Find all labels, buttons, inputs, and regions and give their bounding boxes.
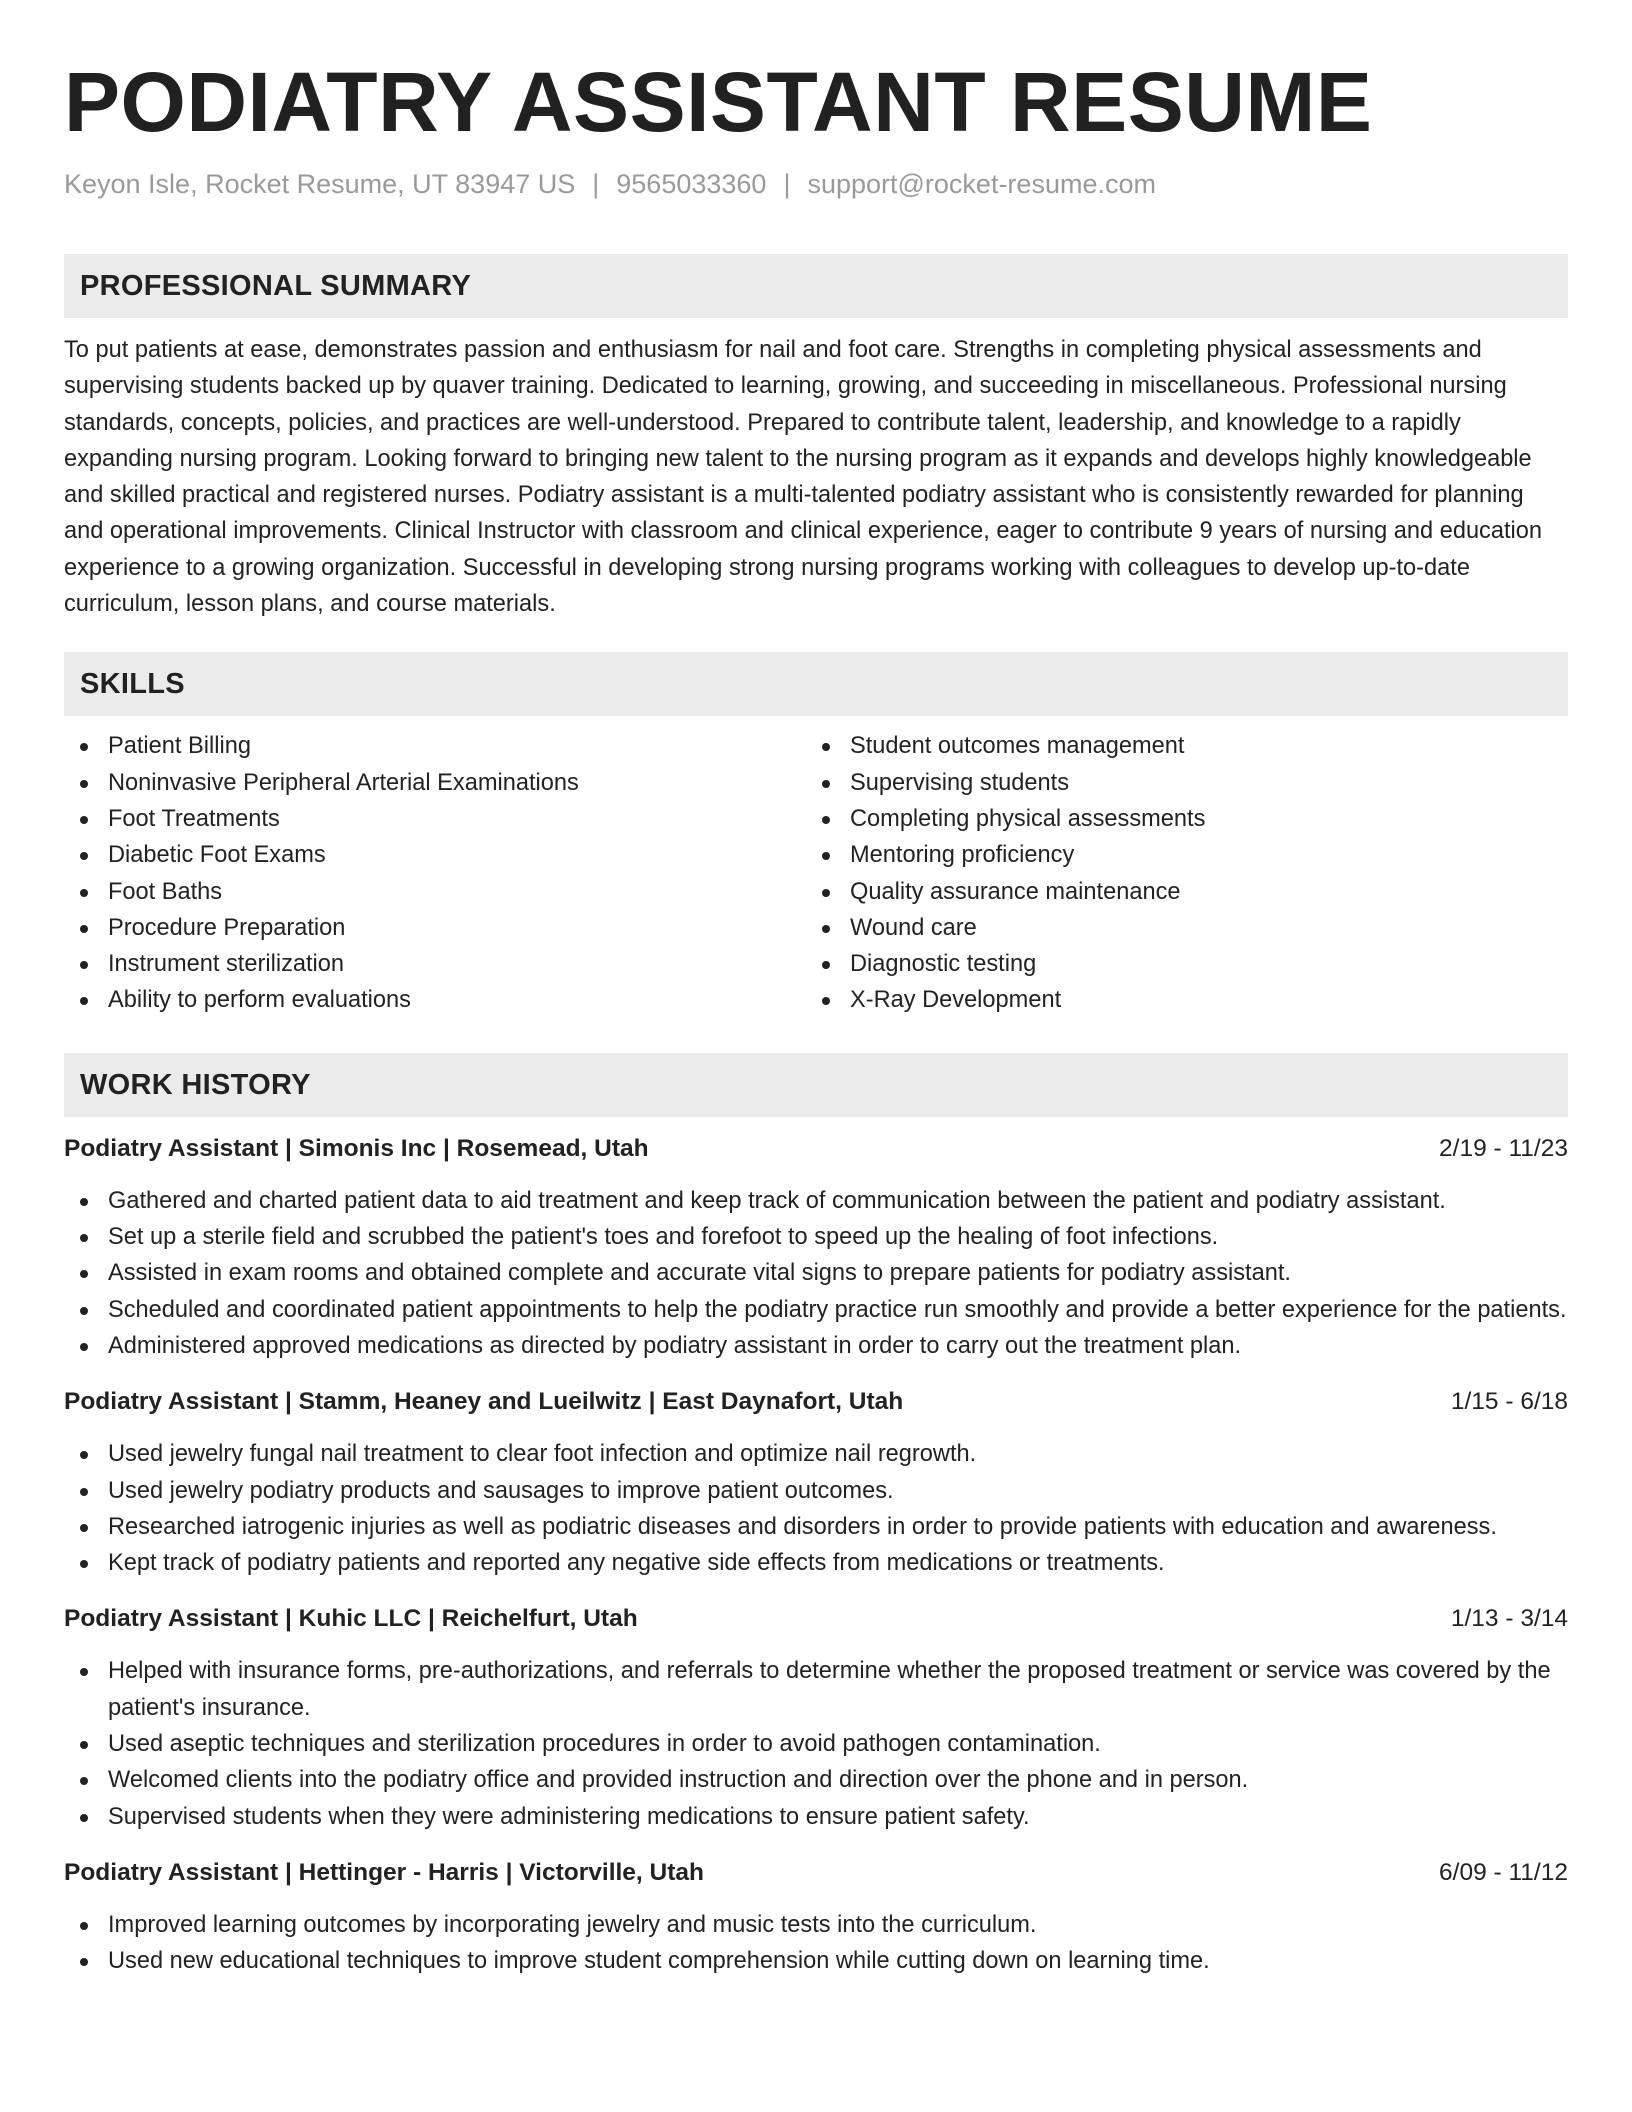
job-bullet: Welcomed clients into the podiatry office and provided instruction and direction over the phone and in person.	[64, 1762, 1568, 1798]
contact-email: support@rocket-resume.com	[807, 169, 1156, 199]
job-dates: 1/13 - 3/14	[1450, 1605, 1568, 1633]
job-entry	[64, 1384, 1568, 1581]
skill-item: Diagnostic testing	[806, 946, 1568, 982]
skills-list	[64, 728, 1568, 1018]
job-bullet: Researched iatrogenic injuries as well as podiatric diseases and disorders in order to provide patients with education and awareness.	[64, 1509, 1568, 1545]
job-bullet: Improved learning outcomes by incorporating jewelry and music tests into the curriculum.	[64, 1907, 1568, 1943]
skills-heading: SKILLS	[64, 652, 1568, 716]
skill-item: Foot Baths	[64, 874, 806, 910]
job-dates: 2/19 - 11/23	[1439, 1134, 1568, 1162]
job-header	[64, 1384, 1568, 1420]
job-bullet: Used aseptic techniques and sterilization procedures in order to avoid pathogen contamination.	[64, 1726, 1568, 1762]
job-bullet: Assisted in exam rooms and obtained complete and accurate vital signs to prepare patients for podiatry assistant.	[64, 1255, 1568, 1291]
job-entry	[64, 1131, 1568, 1364]
skill-item: Instrument sterilization	[64, 946, 806, 982]
contact-address: Keyon Isle, Rocket Resume, UT 83947 US	[64, 169, 576, 199]
skill-item: Foot Treatments	[64, 801, 806, 837]
job-entry	[64, 1601, 1568, 1834]
contact-phone: 9565033360	[616, 169, 767, 199]
job-bullet: Administered approved medications as directed by podiatry assistant in order to carry out the treatment plan.	[64, 1328, 1568, 1364]
job-bullet: Used new educational techniques to improve student comprehension while cutting down on learning time.	[64, 1943, 1568, 1979]
resume-title: PODIATRY ASSISTANT RESUME	[64, 55, 1373, 149]
skill-item: Noninvasive Peripheral Arterial Examinations	[64, 765, 806, 801]
work-history-heading: WORK HISTORY	[64, 1053, 1568, 1117]
job-header	[64, 1601, 1568, 1637]
contact-line	[64, 166, 1568, 202]
skill-item: Quality assurance maintenance	[806, 874, 1568, 910]
skills-column-left	[64, 728, 806, 1018]
job-bullet: Kept track of podiatry patients and reported any negative side effects from medications or treatments.	[64, 1545, 1568, 1581]
job-bullet: Gathered and charted patient data to aid treatment and keep track of communication between the patient and podiatry assistant.	[64, 1183, 1568, 1219]
job-title: Podiatry Assistant | Simonis Inc | Rosemead, Utah	[64, 1134, 649, 1162]
job-title: Podiatry Assistant | Kuhic LLC | Reichelfurt, Utah	[64, 1605, 638, 1633]
skill-item: Patient Billing	[64, 728, 806, 764]
job-bullet: Used jewelry podiatry products and sausages to improve patient outcomes.	[64, 1473, 1568, 1509]
summary-text: To put patients at ease, demonstrates passion and enthusiasm for nail and foot care. Strengths in completing physical assessments and supervising students backed up by quaver training. Dedicated to learning, growing, and succeeding in miscellaneous. Professional nursing standards, concepts, policies, and practices are well-understood. Prepared to contribute talent, leadership, and knowledge to a rapidly expanding nursing program. Looking forward to bringing new talent to the nursing program as it expands and develops highly knowledgeable and skilled practical and registered nurses. Podiatry assistant is a multi-talented podiatry assistant who is consistently rewarded for planning and operational improvements. Clinical Instructor with classroom and clinical experience, eager to contribute 9 years of nursing and education experience to a growing organization. Successful in developing strong nursing programs working with colleagues to develop up-to-date curriculum, lesson plans, and course materials.	[64, 337, 1543, 618]
skill-item: Ability to perform evaluations	[64, 982, 806, 1018]
job-bullets	[64, 1907, 1568, 1980]
skill-item: Wound care	[806, 910, 1568, 946]
job-bullet: Helped with insurance forms, pre-authorizations, and referrals to determine whether the proposed treatment or service was covered by the patient's insurance.	[64, 1653, 1568, 1726]
summary-heading: PROFESSIONAL SUMMARY	[64, 254, 1568, 318]
skill-item: Procedure Preparation	[64, 910, 806, 946]
job-bullet: Used jewelry fungal nail treatment to clear foot infection and optimize nail regrowth.	[64, 1436, 1568, 1472]
job-bullet: Scheduled and coordinated patient appointments to help the podiatry practice run smoothly and provide a better experience for the patients.	[64, 1292, 1568, 1328]
resume-page	[64, 0, 1568, 1980]
job-dates: 6/09 - 11/12	[1439, 1858, 1568, 1886]
skills-column-right	[806, 728, 1568, 1018]
skill-item: Mentoring proficiency	[806, 837, 1568, 873]
job-bullets	[64, 1183, 1568, 1364]
job-header	[64, 1131, 1568, 1167]
skill-item: X-Ray Development	[806, 982, 1568, 1018]
job-dates: 1/15 - 6/18	[1450, 1388, 1568, 1416]
skill-item: Supervising students	[806, 765, 1568, 801]
contact-separator: |	[783, 169, 791, 199]
skill-item: Diabetic Foot Exams	[64, 837, 806, 873]
job-bullets	[64, 1436, 1568, 1581]
skill-item: Completing physical assessments	[806, 801, 1568, 837]
job-title: Podiatry Assistant | Stamm, Heaney and Lueilwitz | East Daynafort, Utah	[64, 1388, 904, 1416]
job-bullets	[64, 1653, 1568, 1834]
job-title: Podiatry Assistant | Hettinger - Harris | Victorville, Utah	[64, 1858, 704, 1886]
skill-item: Student outcomes management	[806, 728, 1568, 764]
job-entry	[64, 1855, 1568, 1980]
job-bullet: Supervised students when they were administering medications to ensure patient safety.	[64, 1799, 1568, 1835]
contact-separator: |	[592, 169, 600, 199]
job-header	[64, 1855, 1568, 1891]
job-bullet: Set up a sterile field and scrubbed the patient's toes and forefoot to speed up the healing of foot infections.	[64, 1219, 1568, 1255]
